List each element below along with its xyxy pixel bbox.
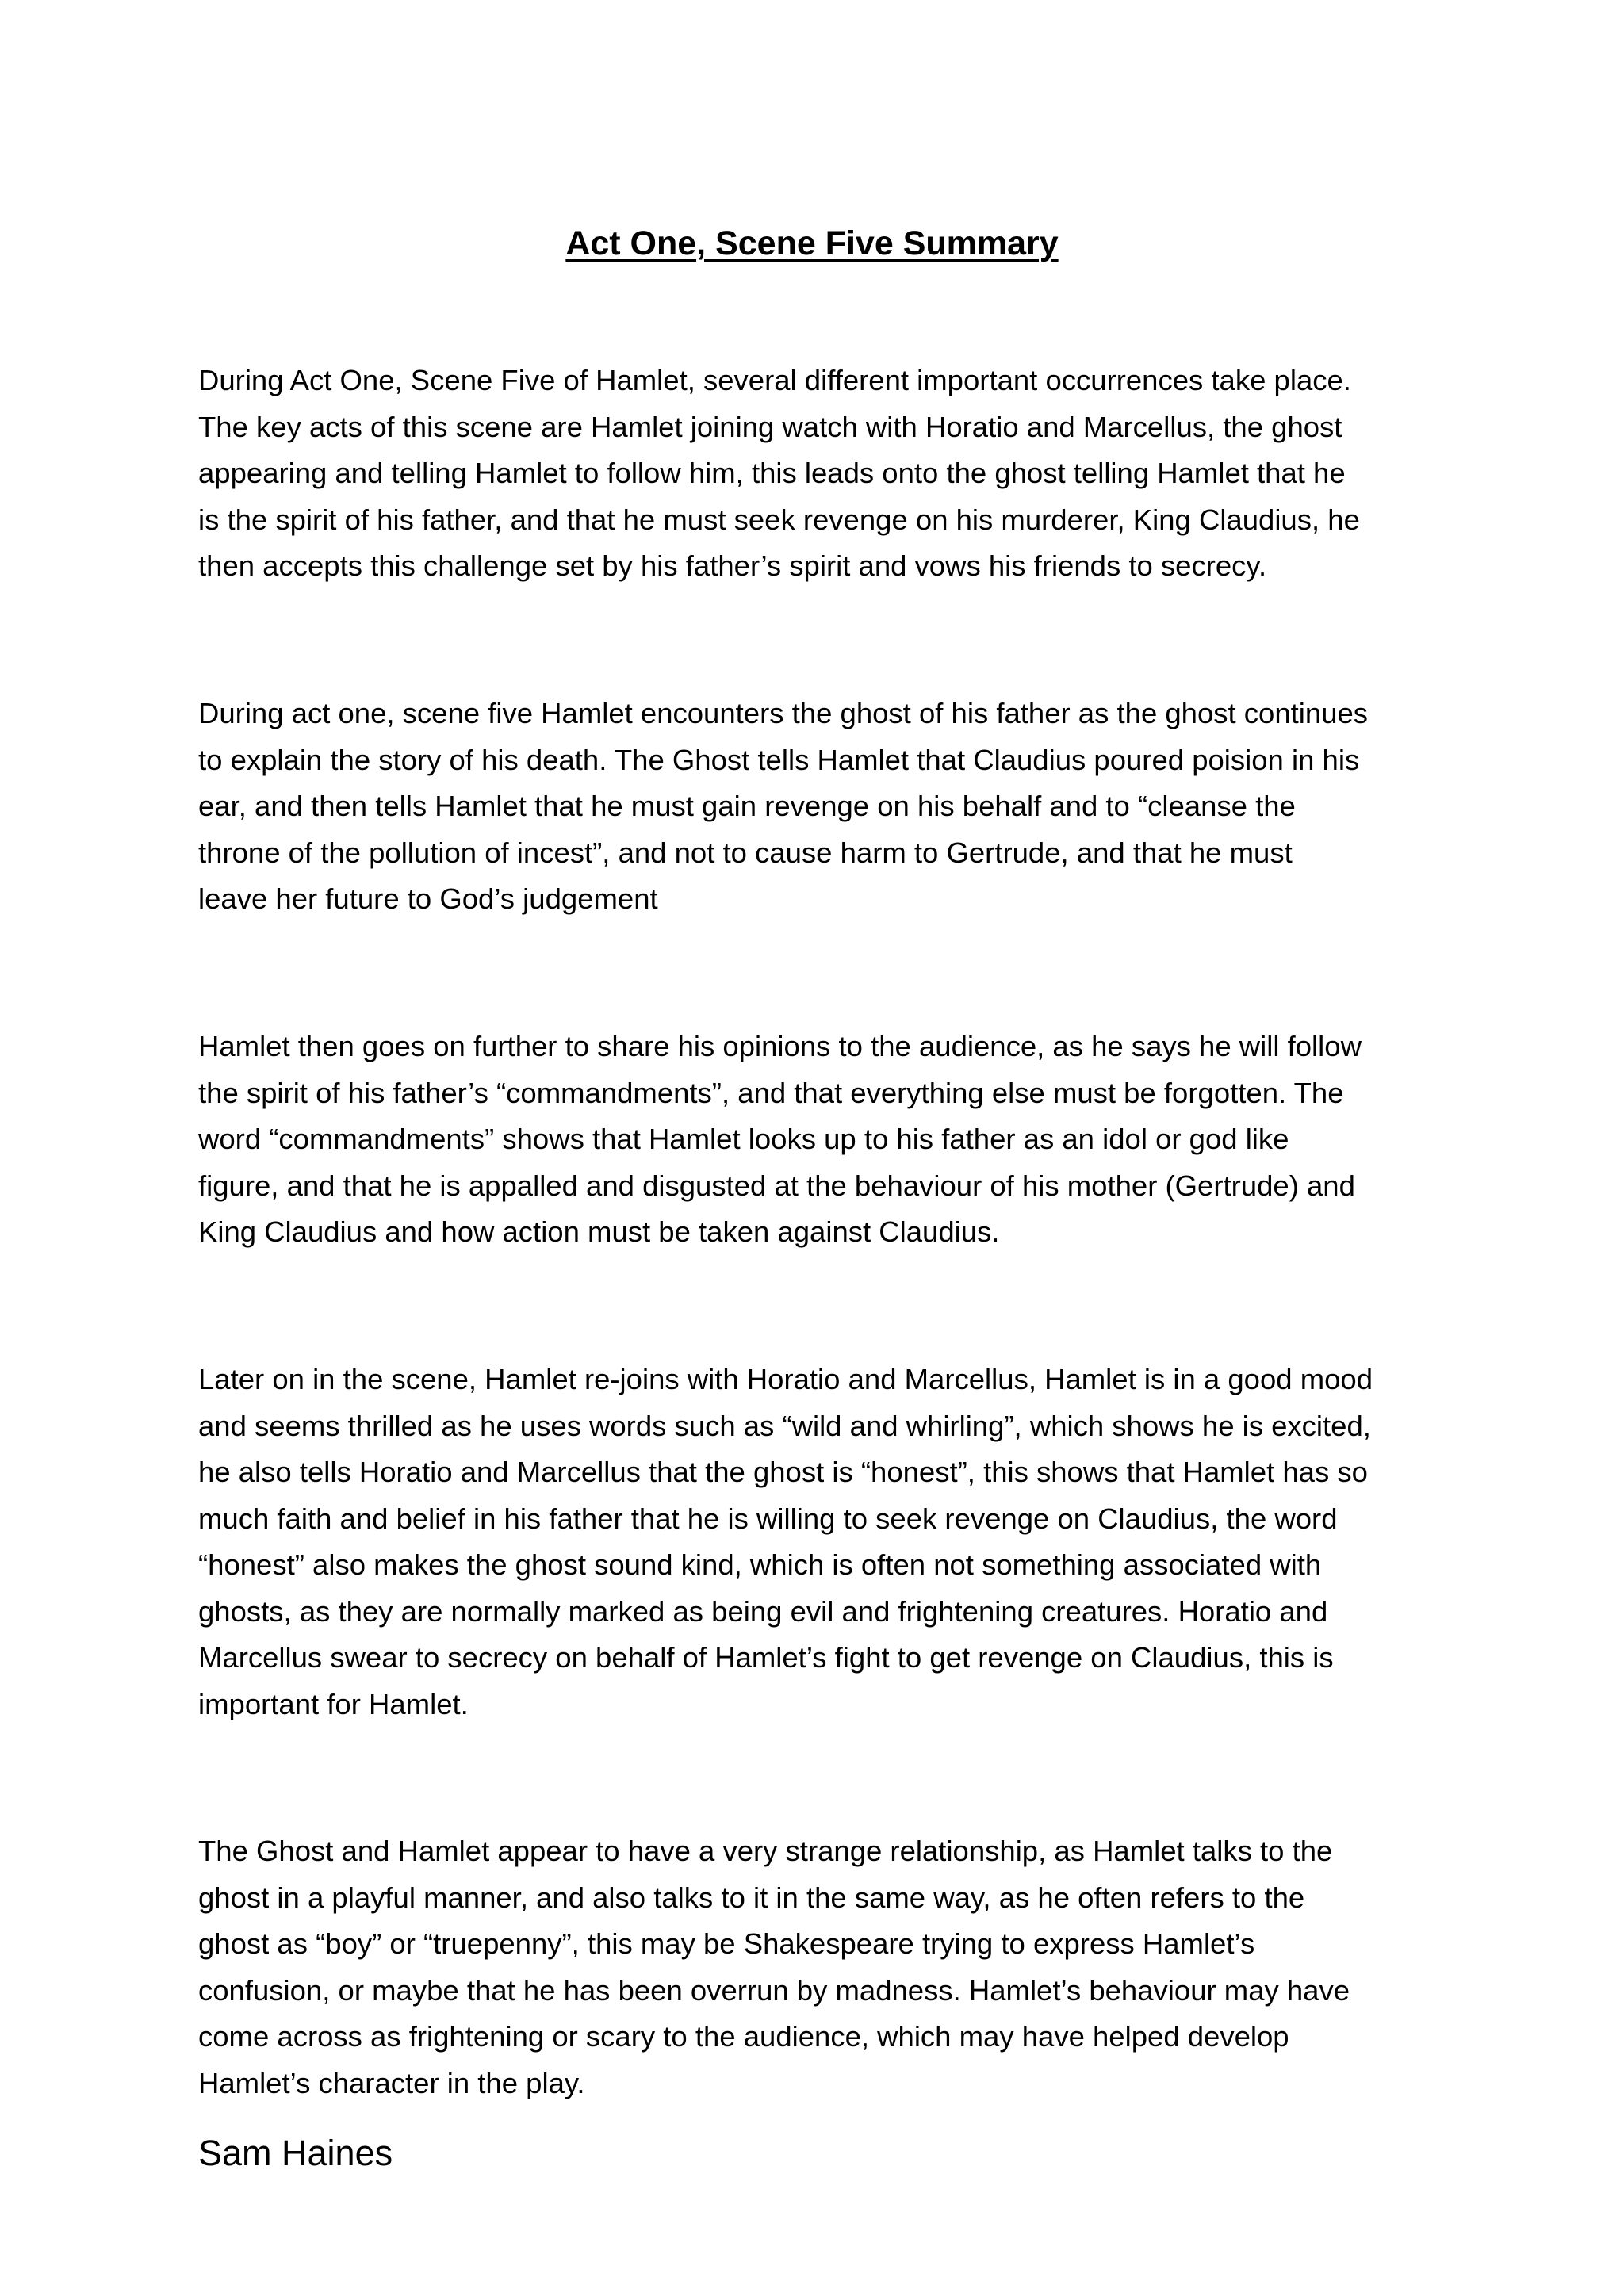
paragraph-line: ghost as “boy” or “truepenny”, this may be Shakespeare trying to express Hamlet’s	[198, 1927, 1255, 1960]
paragraph-5	[198, 1828, 1435, 2107]
paragraph-line: throne of the pollution of incest”, and not to cause harm to Gertrude, and that he must	[198, 836, 1293, 869]
author-signature: Sam Haines	[198, 2133, 393, 2173]
paragraph-line: ghost in a playful manner, and also talks to it in the same way, as he often refers to the	[198, 1881, 1305, 1914]
paragraph-line: important for Hamlet.	[198, 1687, 469, 1720]
paragraph-2	[198, 691, 1435, 923]
paragraph-line: The key acts of this scene are Hamlet joining watch with Horatio and Marcellus, the ghost	[198, 410, 1342, 443]
paragraph-line: appearing and telling Hamlet to follow him, this leads onto the ghost telling Hamlet that he	[198, 457, 1346, 489]
paragraph-line: leave her future to God’s judgement	[198, 882, 658, 915]
paragraph-3	[198, 1024, 1435, 1256]
paragraph-line: The Ghost and Hamlet appear to have a very strange relationship, as Hamlet talks to the	[198, 1835, 1333, 1867]
paragraph-line: During Act One, Scene Five of Hamlet, several different important occurrences take place.	[198, 364, 1351, 396]
paragraph-line: Hamlet then goes on further to share his opinions to the audience, as he says he will follow	[198, 1030, 1362, 1062]
paragraph-line: Hamlet’s character in the play.	[198, 2066, 585, 2099]
paragraph-line: Later on in the scene, Hamlet re-joins with Horatio and Marcellus, Hamlet is in a good mood	[198, 1363, 1373, 1395]
paragraph-4	[198, 1357, 1435, 1728]
document-title: Act One, Scene Five Summary	[565, 224, 1059, 262]
paragraph-line: figure, and that he is appalled and disgusted at the behaviour of his mother (Gertrude) and	[198, 1169, 1355, 1202]
paragraph-line: King Claudius and how action must be taken against Claudius.	[198, 1215, 1000, 1248]
paragraph-1	[198, 358, 1435, 590]
paragraph-line: come across as frightening or scary to the audience, which may have helped develop	[198, 2020, 1289, 2053]
paragraph-line: “honest” also makes the ghost sound kind, which is often not something associated with	[198, 1548, 1322, 1581]
paragraph-line: to explain the story of his death. The Ghost tells Hamlet that Claudius poured poision in his	[198, 743, 1360, 776]
paragraph-line: then accepts this challenge set by his father’s spirit and vows his friends to secrecy.	[198, 549, 1267, 582]
paragraph-line: During act one, scene five Hamlet encounters the ghost of his father as the ghost continues	[198, 697, 1369, 729]
paragraph-line: ghosts, as they are normally marked as being evil and frightening creatures. Horatio and	[198, 1594, 1328, 1628]
paragraph-line: ear, and then tells Hamlet that he must gain revenge on his behalf and to “cleanse the	[198, 790, 1296, 822]
paragraph-line: much faith and belief in his father that he is willing to seek revenge on Claudius, the word	[198, 1502, 1338, 1535]
paragraph-line: he also tells Horatio and Marcellus that the ghost is “honest”, this shows that Hamlet has so	[198, 1456, 1368, 1488]
paragraph-line: Marcellus swear to secrecy on behalf of Hamlet’s fight to get revenge on Claudius, this is	[198, 1641, 1334, 1674]
paragraph-line: and seems thrilled as he uses words such as “wild and whirling”, which shows he is excited,	[198, 1409, 1371, 1442]
paragraph-line: is the spirit of his father, and that he must seek revenge on his murderer, King Claudius, he	[198, 503, 1360, 536]
paragraph-line: confusion, or maybe that he has been overrun by madness. Hamlet’s behaviour may have	[198, 1973, 1350, 2007]
paragraph-line: the spirit of his father’s “commandments”, and that everything else must be forgotten. The	[198, 1076, 1344, 1109]
paragraph-line: word “commandments” shows that Hamlet looks up to his father as an idol or god like	[198, 1123, 1289, 1155]
